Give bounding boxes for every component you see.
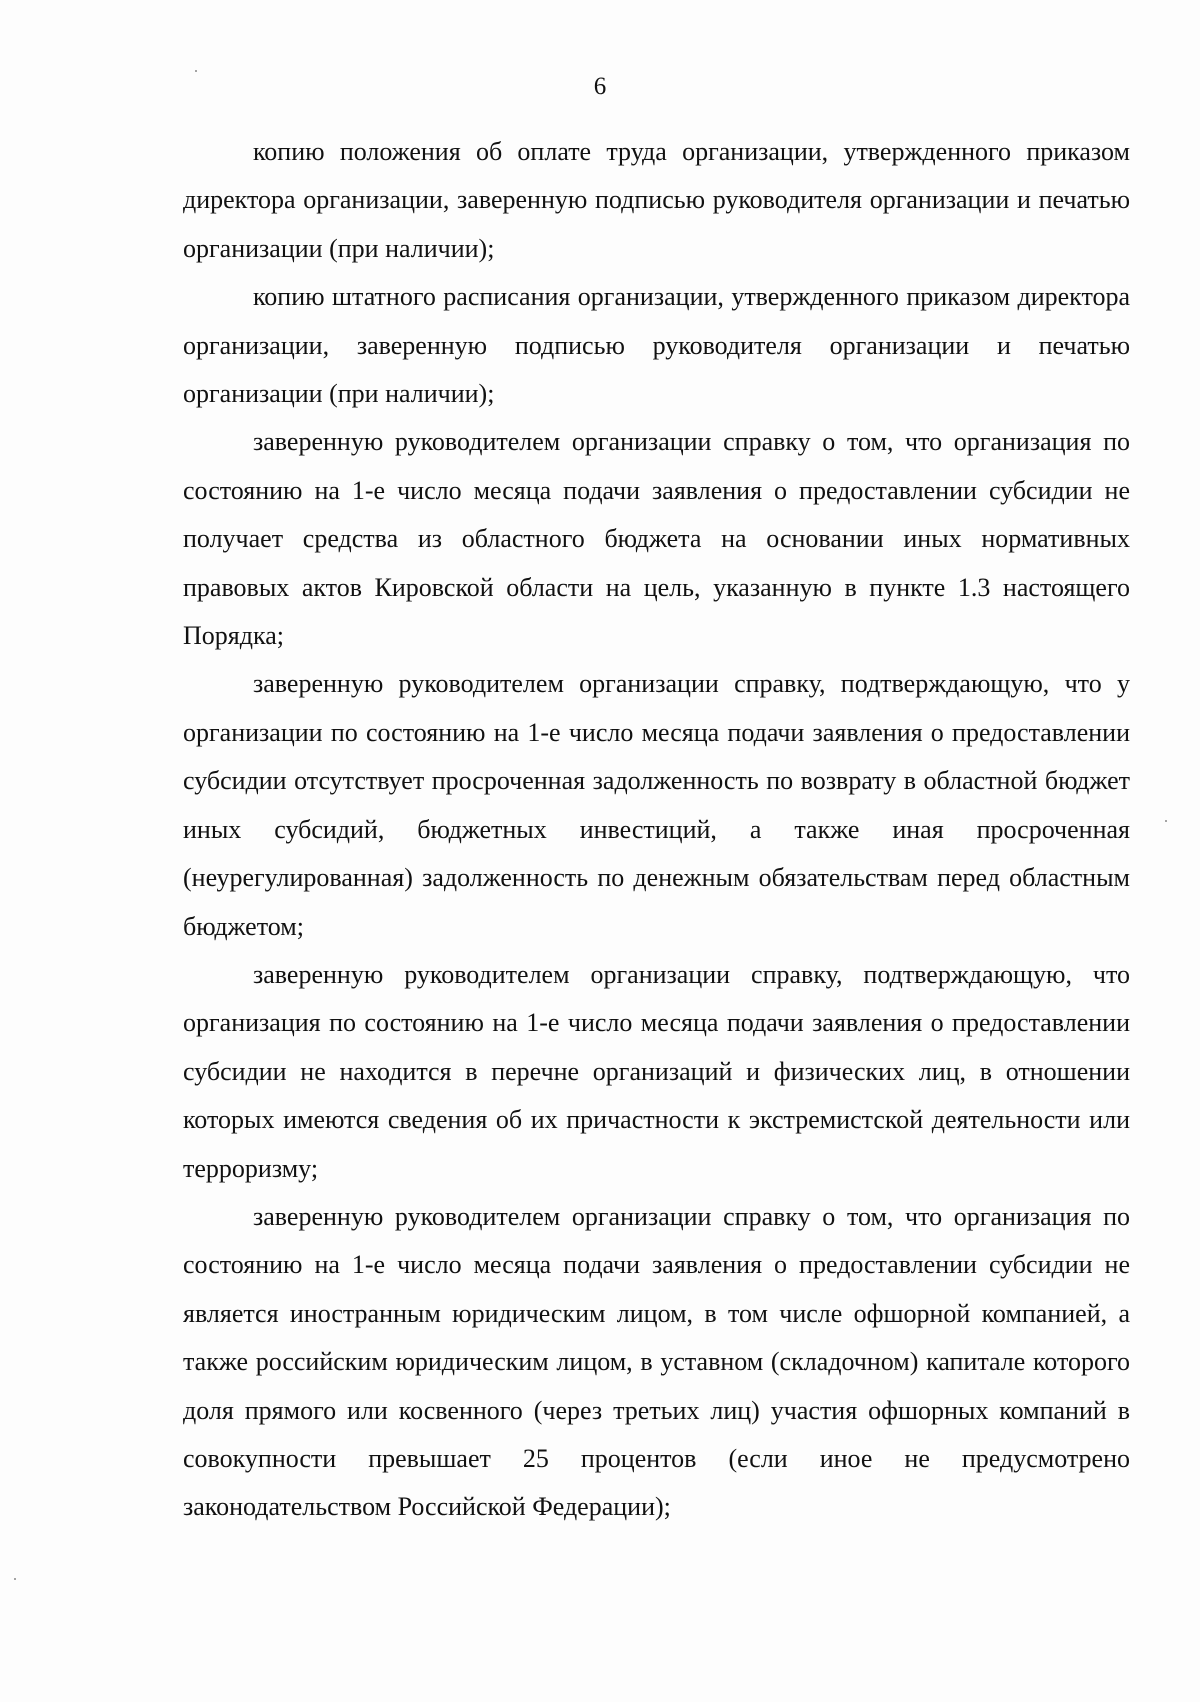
page-number: 6 [593,73,607,100]
scan-speck [195,70,197,72]
scan-speck [1165,820,1167,822]
document-body [183,128,1130,1532]
scan-speck [14,1578,16,1580]
paragraph-no-regional-funds-certificate: заверенную руководителем организации справку о том, что организация по состоянию на 1-е число месяца подачи заявления о предоставлении субсидии не получает средства из областного бюджета на основании иных нормативных правовых актов Кировской области на цель, указанную в пункте 1.3 настоящего Порядка; [183,427,1130,651]
paragraph-not-foreign-entity-certificate: заверенную руководителем организации справку о том, что организация по состоянию на 1-е число месяца подачи заявления о предоставлении субсидии не является иностранным юридическим лицом, в том числе офшорной компанией, а также российским юридическим лицом, в уставном (складочном) капитале которого доля прямого или косвенного (через третьих лиц) участия офшорных компаний в совокупности превышает 25 процентов (если иное не предусмотрено законодательством Российской Федерации); [183,1201,1130,1522]
paragraph-not-in-extremist-list-certificate: заверенную руководителем организации справку, подтверждающую, что организация по состоянию на 1-е число месяца подачи заявления о предоставлении субсидии не находится в перечне организаций и физических лиц, в отношении которых имеются сведения об их причастности к экстремистской деятельности или терроризму; [183,959,1130,1183]
paragraph-salary-regulation-copy: копию положения об оплате труда организации, утвержденного приказом директора организации, заверенную подписью руководителя организации и печатью организации (при наличии); [183,137,1130,263]
paragraph-no-overdue-debt-certificate: заверенную руководителем организации справку, подтверждающую, что у организации по состоянию на 1-е число месяца подачи заявления о предоставлении субсидии отсутствует просроченная задолженность по возврату в областной бюджет иных субсидий, бюджетных инвестиций, а также иная просроченная (неурегулированная) задолженность по денежным обязательствам перед областным бюджетом; [183,669,1130,941]
paragraph-staff-schedule-copy: копию штатного расписания организации, утвержденного приказом директора организации, заверенную подписью руководителя организации и печатью организации (при наличии); [183,282,1130,409]
